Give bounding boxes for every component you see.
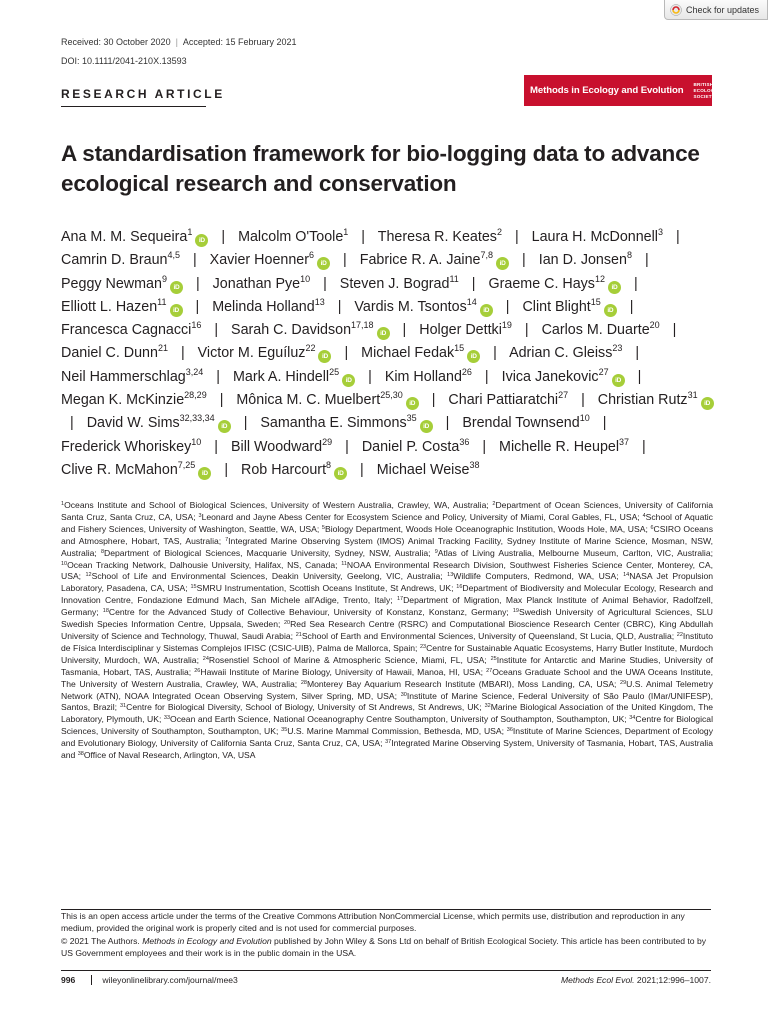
affiliation-text: Red Sea Research Centre (RSRC) and Computational Bioscience Research Center (CBRC), King Abdullah University of Science and Technology, Thuwal, Saudi Arabia; (61, 619, 714, 641)
author-affiliation-ref: 25 (329, 366, 340, 377)
affiliation-text: Department of Ocean Sciences, University of California Santa Cruz, Santa Cruz, CA, USA; (61, 500, 713, 522)
affiliation-number: 19 (512, 608, 519, 615)
author (212, 273, 311, 292)
author (210, 252, 330, 268)
orcid-icon[interactable]: iD (604, 304, 617, 317)
author (61, 252, 180, 268)
author-affiliation-ref: 12 (594, 273, 605, 284)
author-affiliation-ref: 29 (322, 436, 333, 447)
affiliation-text: Centre for the Advanced Study of Collective Behaviour, University of Konstanz, Konstanz, Germany; (108, 607, 513, 618)
author-separator: | (524, 322, 529, 339)
author-separator: | (360, 461, 364, 478)
author-separator: | (637, 368, 642, 385)
author (509, 345, 622, 361)
affiliation-text: Rosenstiel School of Marine & Atmospheric Science, Miami, FL, USA; (208, 654, 491, 665)
author-affiliation-ref: 17,18 (351, 320, 374, 331)
copyright-text: © 2021 The Authors. Methods in Ecology and Evolution published by John Wiley & Sons Ltd on behalf of British Ecological Society. This article has been contributed to by US Government employees and their work is in the public domain in the USA. (61, 935, 707, 958)
journal-name: Methods in Ecology and Evolution (530, 85, 684, 96)
affiliation-text: Ocean and Earth Science, National Oceanography Centre Southampton, University of Southampton, Southampton, UK; (170, 714, 630, 725)
affiliation-text: Department of Biological Sciences, Macquarie University, Sydney, NSW, Australia; (104, 547, 435, 558)
author (499, 436, 630, 455)
author-name: Christian Rutz (597, 392, 688, 409)
author-name: Brendal Townsend (462, 415, 580, 432)
author (61, 296, 183, 315)
affiliation-text: Centre for Biological Sciences, University of Southampton, Southampton, UK; (61, 714, 713, 737)
author (236, 392, 418, 408)
author-affiliation-ref: 10 (191, 436, 202, 447)
author (260, 415, 432, 431)
author-separator: | (629, 298, 634, 315)
affiliation-number: 2 (492, 501, 496, 507)
affiliation-number: 9 (434, 548, 438, 555)
author (376, 459, 480, 478)
affiliation-number: 10 (61, 560, 68, 567)
author-affiliation-ref: 8 (626, 250, 632, 261)
affiliation-text: Office of Naval Research, Arlington, VA, USA (83, 750, 256, 761)
orcid-icon[interactable]: iD (195, 234, 208, 247)
author-name: Victor M. Eguíluz (197, 345, 306, 362)
affiliation-text: Department of Biodiversity and Molecular Ecology, Research and Innovation Centre, Fondazione Edmund Mach, San Michele all'Adige, Trento, Italy; (61, 583, 713, 606)
affiliation-text: Hawaii Institute of Marine Biology, University of Hawaii, Manoa, HI, USA; (200, 666, 487, 677)
orcid-icon[interactable]: iD (612, 374, 625, 387)
author-separator: | (361, 229, 366, 245)
affiliation-text: U.S. Marine Mammal Commission, Bethesda, MD, USA; (287, 726, 507, 737)
author-affiliation-ref: 10 (300, 273, 311, 284)
author-affiliation-ref: 3 (658, 227, 664, 237)
affiliation-number: 16 (456, 584, 463, 591)
orcid-icon[interactable]: iD (198, 467, 211, 480)
author-separator: | (581, 392, 585, 409)
article-type-rule (61, 106, 206, 107)
author-separator: | (195, 298, 200, 315)
journal-url[interactable]: wileyonlinelibrary.com/journal/mee3 (102, 975, 238, 985)
author (598, 392, 714, 408)
author-separator: | (402, 322, 407, 339)
orcid-icon[interactable]: iD (608, 281, 621, 294)
orcid-icon[interactable]: iD (317, 257, 330, 270)
author (231, 436, 333, 455)
author-affiliation-ref: 13 (314, 296, 325, 307)
affiliation-number: 21 (295, 631, 302, 638)
license-notice (61, 910, 711, 959)
author-name: Holger Dettki (419, 322, 502, 339)
author-separator: | (482, 438, 487, 455)
affiliation-number: 33 (163, 715, 171, 722)
affiliation-number: 7 (225, 536, 229, 543)
author-affiliation-ref: 21 (157, 343, 168, 354)
author-name: Michelle R. Heupel (499, 438, 620, 455)
affiliation-text: Institute of Marine Sciences, Department of Ecology and Evolutionary Biology, University of California Santa Cruz, Santa Cruz, CA, USA; (61, 726, 713, 749)
author (61, 392, 207, 408)
author-name: Theresa R. Keates (377, 229, 497, 245)
affiliation-text: Integrated Marine Observing System, University of Tasmania, Hobart, TAS, Australia and (61, 738, 713, 761)
citation: Methods Ecol Evol. 2021;12:996–1007. (560, 975, 711, 985)
author-affiliation-ref: 20 (649, 320, 660, 331)
orcid-icon[interactable]: iD (496, 257, 509, 270)
author-affiliation-ref: 14 (466, 296, 477, 307)
affiliation-text: Monterey Bay Aquarium Research Institute (MBARI), Moss Landing, CA, USA; (306, 678, 621, 689)
author-affiliation-ref: 15 (590, 296, 601, 307)
orcid-icon[interactable]: iD (170, 304, 183, 317)
affiliation-text: School of Life and Environmental Sciences, Deakin University, Geelong, VIC, Australia; (91, 571, 448, 582)
author-name: Clint Blight (522, 298, 591, 315)
author (212, 296, 325, 315)
author-name: Frederick Whoriskey (61, 438, 192, 455)
author (61, 229, 208, 245)
author-separator: | (70, 415, 74, 432)
affiliation-text: Integrated Marine Observing System (IMOS) Animal Tracking Facility, Sydney Institute of Marine Science, Mosman, NSW, Australia; (61, 535, 713, 558)
author (61, 345, 168, 361)
author-list (61, 226, 721, 482)
author-affiliation-ref: 2 (496, 227, 502, 237)
orcid-icon[interactable]: iD (342, 374, 355, 387)
affiliation-text: Oceans Graduate School and the UWA Oceans Institute, The University of Western Australia, Crawley, WA, Australia; (61, 666, 713, 689)
affiliation-number: 6 (650, 524, 654, 531)
author-name: Rob Harcourt (241, 461, 327, 478)
affiliation-text: Leonard and Jayne Abess Center for Ecosystem Science and Policy, University of Miami, Coral Gables, FL, USA; (201, 511, 643, 522)
affiliation-number: 23 (419, 643, 427, 650)
author-affiliation-ref: 25,30 (380, 390, 403, 401)
affiliation-text: SMRU Instrumentation, Scottish Oceans Institute, St Andrews, UK; (196, 583, 457, 594)
author-name: Jonathan Pye (212, 275, 301, 292)
affiliation-number: 11 (341, 560, 347, 567)
author (232, 366, 355, 385)
author-name: Ana M. M. Sequeira (61, 229, 188, 245)
affiliation-text: Ocean Tracking Network, Dalhousie University, Halifax, NS, Canada; (67, 559, 342, 570)
author-separator: | (484, 368, 489, 385)
author (501, 366, 625, 385)
author-name: Bill Woodward (231, 438, 323, 455)
author-name: Peggy Newman (61, 275, 162, 292)
author-name: Daniel C. Dunn (61, 345, 158, 362)
author-separator: | (214, 438, 219, 455)
author-separator: | (644, 252, 649, 269)
affiliation-number: 4 (642, 512, 646, 519)
affiliation-number: 29 (620, 679, 627, 686)
author-affiliation-ref: 6 (309, 250, 315, 261)
affiliation-number: 34 (629, 715, 636, 722)
orcid-icon[interactable]: iD (377, 327, 390, 340)
orcid-icon[interactable]: iD (218, 420, 231, 433)
author-name: Daniel P. Costa (361, 438, 460, 455)
affiliation-text: Oceans Institute and School of Biological Sciences, University of Western Australia, Crawley, WA, Australia; (64, 500, 493, 510)
author-separator: | (219, 392, 224, 409)
affiliation-number: 25 (490, 655, 497, 662)
affiliation-text: Atlas of Living Australia, Melbourne Museum, Carlton, VIC, Australia; (437, 547, 714, 558)
author-separator: | (221, 229, 226, 245)
orcid-icon[interactable]: iD (170, 281, 183, 294)
author-affiliation-ref: 16 (191, 320, 202, 331)
author-name: Michael Weise (376, 461, 470, 478)
affiliation-number: 30 (400, 691, 407, 698)
author-separator: | (676, 229, 680, 245)
affiliation-text: Department of Migration, Max Planck Institute of Animal Behavior, Radolfzell, Germany; (61, 595, 713, 618)
article-type: RESEARCH ARTICLE (61, 87, 225, 101)
author-separator: | (522, 252, 526, 269)
author (231, 322, 390, 338)
affiliation-text: Institute of Marine Science, Federal University of São Paulo (IMar/UNIFESP), Santos, Brazil; (61, 690, 713, 713)
author-name: Fabrice R. A. Jaine (359, 252, 481, 269)
author-affiliation-ref: 28,29 (184, 390, 207, 401)
author-affiliation-ref: 37 (619, 436, 630, 447)
page-number: 996 (61, 975, 76, 985)
society-name: BRITISH ECOLOGICAL SOCIETY (693, 81, 727, 99)
affiliation-number: 18 (102, 608, 109, 615)
author-affiliation-ref: 27 (558, 390, 569, 401)
author (61, 366, 204, 385)
affiliation-text: CSIRO Oceans and Atmosphere, Hobart, TAS, Australia; (61, 523, 713, 546)
author-affiliation-ref: 7,8 (480, 250, 494, 261)
author-name: Neil Hammerschlag (61, 368, 186, 385)
author-affiliation-ref: 22 (305, 343, 316, 354)
author-name: David W. Sims (86, 415, 180, 432)
author (198, 345, 332, 361)
author-separator: | (343, 252, 347, 269)
affiliation-number: 28 (300, 679, 307, 686)
article-dates: Received: 30 October 2020 | Accepted: 15 February 2021 (61, 37, 297, 47)
author (384, 366, 472, 385)
author-affiliation-ref: 3,24 (185, 366, 204, 377)
author (361, 436, 470, 455)
affiliation-text: Institute for Antarctic and Marine Studies, University of Tasmania, Hobart, TAS, Australia; (61, 654, 714, 677)
author (522, 296, 616, 315)
author-separator: | (192, 252, 197, 269)
author (488, 273, 621, 292)
author-affiliation-ref: 8 (326, 459, 332, 470)
affiliation-number: 8 (100, 548, 105, 555)
author-name: Camrin D. Braun (61, 252, 168, 269)
affiliation-number: 38 (77, 751, 84, 758)
page-footer (61, 975, 711, 985)
affiliation-number: 12 (85, 572, 92, 579)
author (448, 392, 568, 408)
author-affiliation-ref: 31 (687, 390, 698, 401)
author (532, 229, 663, 245)
footer-divider (91, 975, 92, 985)
author-separator: | (224, 461, 229, 478)
affiliation-text: Centre for Sustainable Aquatic Ecosystems, Harry Butler Institute, Murdoch University, Murdoch, WA, Australia; (61, 642, 714, 665)
orcid-icon[interactable]: iD (406, 397, 419, 410)
orcid-icon[interactable]: iD (334, 467, 347, 480)
check-for-updates-button[interactable] (664, 0, 768, 20)
author-separator: | (642, 438, 646, 455)
author-name: Sarah C. Davidson (231, 322, 352, 339)
author-affiliation-ref: 36 (459, 436, 470, 447)
author-name: Adrian C. Gleiss (509, 345, 613, 362)
author-affiliation-ref: 11 (157, 296, 167, 307)
affiliation-text: Instituto de Física Interdisciplinar y Sistemas Complejos IFISC (CSIC-UIB), Palma de Mallorca, Spain; (61, 630, 713, 653)
affiliation-number: 27 (486, 667, 493, 674)
affiliation-number: 37 (385, 739, 392, 746)
author (539, 252, 632, 268)
author-separator: | (514, 229, 519, 245)
author (61, 436, 202, 455)
author-affiliation-ref: 1 (187, 227, 193, 237)
author-separator: | (368, 368, 372, 385)
author (339, 273, 459, 292)
author-separator: | (505, 298, 510, 315)
license-text: This is an open access article under the terms of the Creative Commons Attribution NonCommercial License, which permits use, distribution and reproduction in any medium, provided the original work is properly cited and is not used for commercial purposes. (61, 911, 685, 934)
author-affiliation-ref: 4,5 (167, 250, 180, 261)
affiliation-number: 36 (506, 727, 513, 734)
author (61, 273, 183, 292)
orcid-icon[interactable]: iD (480, 304, 493, 317)
author-separator: | (214, 322, 219, 339)
update-icon (670, 4, 682, 16)
author (61, 459, 211, 478)
orcid-icon[interactable]: iD (467, 350, 480, 363)
author-name: Vardis M. Tsontos (354, 298, 467, 315)
author-name: Graeme C. Hays (488, 275, 595, 292)
check-for-updates-label: Check for updates (686, 4, 760, 15)
affiliation-text: NASA Jet Propulsion Laboratory, Pasadena, CA, USA; (61, 571, 714, 594)
author-separator: | (337, 298, 342, 315)
author (87, 415, 231, 431)
author (238, 229, 348, 245)
article-title: A standardisation framework for bio-logging data to advance ecological research and conservation (61, 141, 700, 196)
author (462, 415, 589, 431)
author-separator: | (445, 415, 450, 432)
author-separator: | (672, 322, 677, 339)
author-affiliation-ref: 19 (501, 320, 512, 331)
affiliation-text: Swedish University of Agricultural Sciences, SLU Swedish Species Information Centre, Uppsala, Sweden; (61, 607, 713, 630)
affiliation-number: 1 (61, 501, 65, 507)
affiliation-number: 15 (190, 584, 197, 591)
journal-logo (524, 75, 727, 106)
author-name: Elliott L. Hazen (61, 298, 158, 315)
affiliation-number: 5 (321, 524, 325, 531)
affiliation-number: 3 (198, 512, 202, 519)
author (361, 345, 480, 361)
author-name: Ivica Janekovic (501, 368, 599, 385)
author-name: Kim Holland (384, 368, 462, 385)
affiliation-text: School of Earth and Environmental Sciences, University of Queensland, St Lucia, QLD, Australia; (301, 630, 677, 641)
affiliation-text: U.S. Animal Telemetry Network (ATN), NOAA Integrated Ocean Observing System, Silver Spring, MD, USA; (61, 678, 713, 701)
author-separator: | (344, 345, 349, 362)
author (419, 322, 512, 338)
doi[interactable]: DOI: 10.1111/2041-210X.13593 (61, 56, 187, 66)
affiliations (61, 500, 713, 762)
affiliation-number: 35 (281, 727, 288, 734)
author-separator: | (635, 345, 640, 362)
author-name: Xavier Hoenner (209, 252, 310, 269)
author-affiliation-ref: 23 (612, 343, 623, 354)
author-affiliation-ref: 26 (461, 366, 472, 377)
author (542, 322, 660, 338)
author-affiliation-ref: 32,33,34 (179, 413, 215, 424)
orcid-icon[interactable]: iD (701, 397, 714, 410)
author (61, 322, 201, 338)
author-separator: | (602, 415, 607, 432)
author-name: Malcolm O'Toole (238, 229, 344, 245)
affiliation-number: 20 (283, 620, 291, 627)
author-name: Ian D. Jonsen (538, 252, 627, 269)
author-affiliation-ref: 11 (449, 273, 459, 284)
author-separator: | (345, 438, 349, 455)
author-separator: | (633, 275, 638, 292)
author-affiliation-ref: 7,25 (177, 459, 196, 470)
affiliation-text: NOAA Environmental Research Division, Southwest Fisheries Science Center, Monterey, CA, USA; (61, 559, 714, 582)
affiliation-text: Centre for Biological Diversity, School of Biology, University of St Andrews, St Andrews, UK; (126, 702, 485, 713)
author-name: Clive R. McMahon (61, 461, 178, 478)
author-separator: | (195, 275, 200, 292)
author-name: Mark A. Hindell (232, 368, 330, 385)
author (360, 252, 509, 268)
author-affiliation-ref: 35 (406, 413, 417, 424)
affiliation-text: Biology Department, Woods Hole Oceanographic Institution, Woods Hole, MA, USA; (324, 523, 651, 534)
affiliation-number: 22 (676, 631, 683, 638)
accepted-date: Accepted: 15 February 2021 (182, 37, 297, 47)
author-name: Michael Fedak (361, 345, 455, 362)
affiliation-number: 31 (119, 703, 127, 710)
author-separator: | (493, 345, 497, 362)
author-name: Chari Pattiaratchi (448, 392, 559, 409)
author-name: Steven J. Bograd (339, 275, 450, 292)
author-name: Megan K. McKinzie (61, 392, 185, 409)
author-separator: | (180, 345, 185, 362)
affiliation-number: 13 (447, 572, 454, 579)
author-separator: | (471, 275, 476, 292)
affiliation-number: 14 (623, 572, 630, 579)
author-separator: | (431, 392, 436, 409)
footer-rule (61, 970, 711, 971)
author (241, 459, 347, 478)
affiliation-text: Marine Biological Association of the United Kingdom, The Laboratory, Plymouth, UK; (61, 702, 714, 725)
author-affiliation-ref: 38 (469, 459, 480, 470)
author-name: Francesca Cagnacci (61, 322, 192, 339)
affiliation-number: 17 (396, 596, 404, 603)
author-separator: | (243, 415, 248, 432)
author-name: Melinda Holland (212, 298, 315, 315)
author-name: Samantha E. Simmons (260, 415, 407, 432)
orcid-icon[interactable]: iD (318, 350, 331, 363)
author-affiliation-ref: 27 (598, 366, 609, 377)
author-name: Laura H. McDonnell (531, 229, 658, 245)
author-separator: | (216, 368, 220, 385)
author-name: Carlos M. Duarte (541, 322, 650, 339)
author-affiliation-ref: 1 (343, 227, 349, 237)
affiliation-number: 32 (484, 703, 491, 710)
affiliation-number: 26 (194, 667, 201, 674)
affiliation-text: School of Aquatic and Fishery Sciences, University of Washington, Seattle, WA, USA; (61, 511, 713, 534)
received-date: Received: 30 October 2020 (61, 37, 171, 47)
orcid-icon[interactable]: iD (420, 420, 433, 433)
author (354, 296, 492, 315)
affiliation-text: Wildlife Computers, Redmond, WA, USA; (453, 571, 624, 582)
author-name: Mônica M. C. Muelbert (236, 392, 381, 409)
author-affiliation-ref: 9 (161, 273, 167, 284)
author-affiliation-ref: 10 (579, 413, 590, 424)
author (378, 229, 502, 245)
author-affiliation-ref: 15 (454, 343, 465, 354)
affiliation-number: 24 (202, 655, 209, 662)
author-separator: | (323, 275, 327, 292)
